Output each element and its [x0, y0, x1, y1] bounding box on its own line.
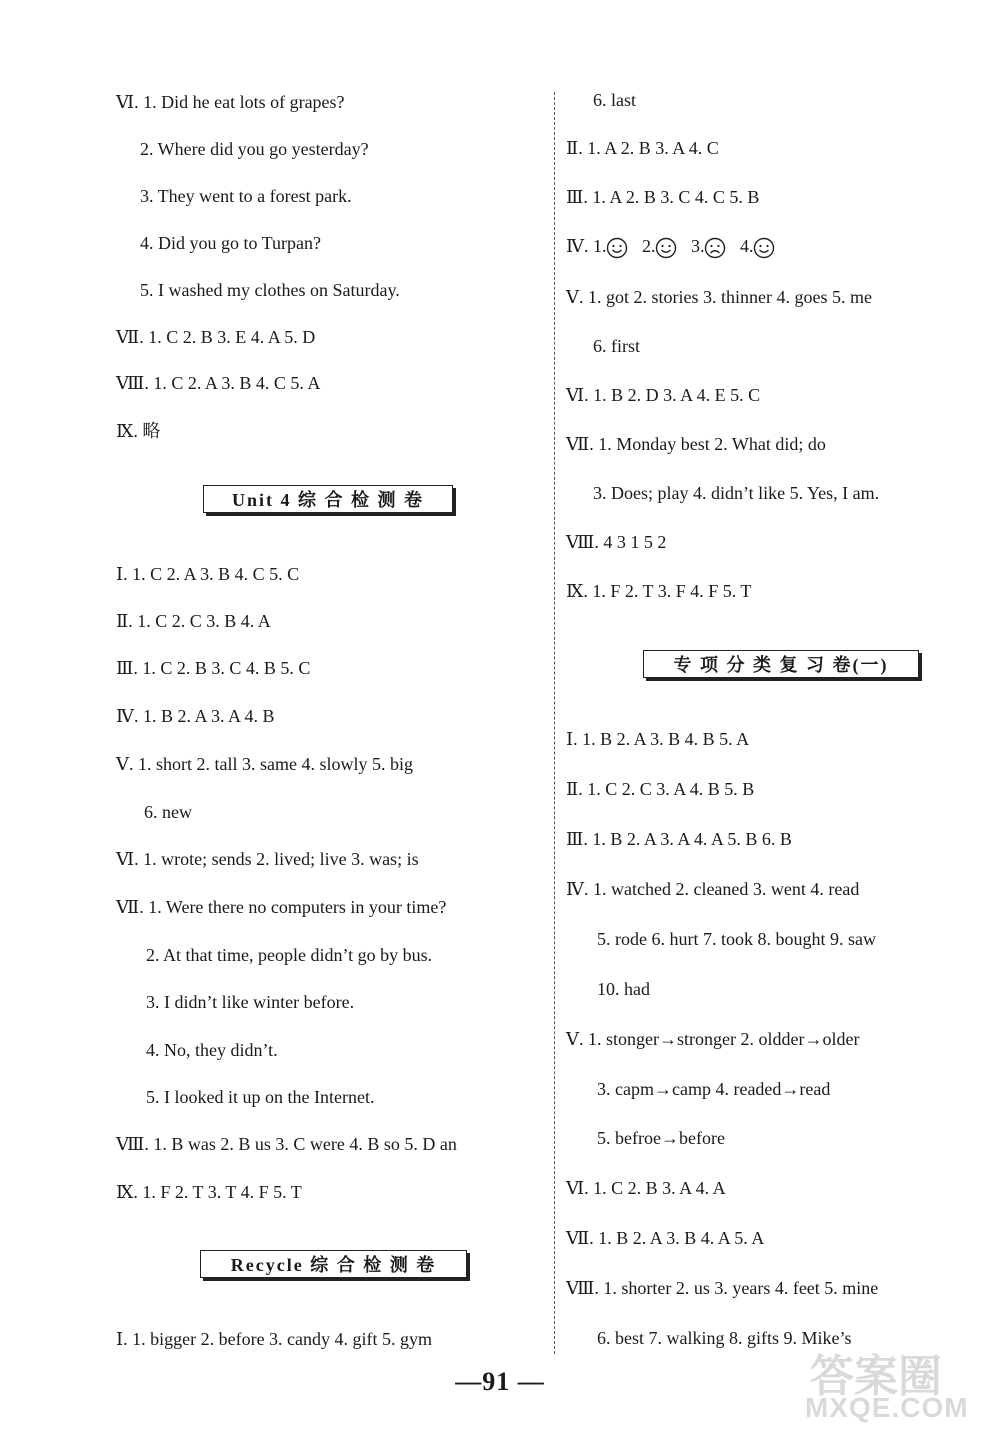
answer-line: Ⅸ. 略	[116, 421, 161, 441]
section-heading-unit4: Unit 4 综 合 检 测 卷	[203, 485, 453, 513]
smiley-face-icon	[606, 237, 628, 259]
answer-line: Ⅶ. 1. C 2. B 3. E 4. A 5. D	[116, 327, 316, 347]
answer-line: 2. Where did you go yesterday?	[140, 139, 369, 159]
answer-line: 5. rode 6. hurt 7. took 8. bought 9. saw	[597, 929, 876, 949]
answer-line: 2. At that time, people didn’t go by bus.	[146, 945, 433, 965]
answer-line: 10. had	[597, 979, 650, 999]
page-number: —91 —	[455, 1367, 545, 1396]
answer-line: Ⅸ. 1. F 2. T 3. T 4. F 5. T	[116, 1182, 302, 1202]
answer-line: Ⅳ. 1. B 2. A 3. A 4. B	[116, 706, 275, 726]
answer-line: Ⅰ. 1. bigger 2. before 3. candy 4. gift 5. gym	[116, 1329, 433, 1349]
answer-line: Ⅵ. 1. Did he eat lots of grapes?	[116, 92, 345, 112]
watermark-cjk: 答案圈	[810, 1351, 942, 1402]
answer-line: Ⅲ. 1. B 2. A 3. A 4. A 5. B 6. B	[566, 829, 792, 849]
answer-line: 5. I looked it up on the Internet.	[146, 1087, 375, 1107]
answer-line: Ⅴ. 1. short 2. tall 3. same 4. slowly 5. big	[116, 754, 413, 774]
answer-line: 6. first	[593, 336, 640, 356]
answer-line: Ⅱ. 1. C 2. C 3. A 4. B 5. B	[566, 779, 755, 799]
answer-line: Ⅵ. 1. wrote; sends 2. lived; live 3. was; is	[116, 849, 419, 869]
answer-line: Ⅲ. 1. A 2. B 3. C 4. C 5. B	[566, 187, 760, 207]
answer-line: Ⅲ. 1. C 2. B 3. C 4. B 5. C	[116, 658, 311, 678]
faces-item-1: 1.	[593, 236, 629, 256]
watermark-logo	[790, 1340, 990, 1435]
column-divider	[554, 92, 555, 1354]
faces-item-2: 2.	[642, 236, 678, 256]
answer-line: Ⅶ. 1. Monday best 2. What did; do	[566, 434, 826, 454]
answer-line: Ⅱ. 1. C 2. C 3. B 4. A	[116, 611, 271, 631]
answer-line: Ⅵ. 1. C 2. B 3. A 4. A	[566, 1178, 726, 1198]
answer-line: Ⅰ. 1. B 2. A 3. B 4. B 5. A	[566, 729, 750, 749]
answer-line: 3. Does; play 4. didn’t like 5. Yes, I am.	[593, 483, 880, 503]
answer-line: 6. last	[593, 90, 636, 110]
answer-line: 5. I washed my clothes on Saturday.	[140, 280, 400, 300]
answer-line: Ⅴ. 1. stonger→stronger 2. oldder→older	[566, 1029, 860, 1049]
answer-line: 3. capm→camp 4. readed→read	[597, 1079, 831, 1099]
answer-line: Ⅴ. 1. got 2. stories 3. thinner 4. goes 5. me	[566, 287, 872, 307]
answer-line: 6. best 7. walking 8. gifts 9. Mike’s	[597, 1328, 852, 1348]
answer-line: Ⅰ. 1. C 2. A 3. B 4. C 5. C	[116, 564, 300, 584]
answer-line: Ⅳ. 1. watched 2. cleaned 3. went 4. read	[566, 879, 860, 899]
faces-item-3: 3.	[691, 236, 727, 256]
answer-line: Ⅷ. 1. shorter 2. us 3. years 4. feet 5. mine	[566, 1278, 879, 1298]
answer-line: Ⅷ. 1. B was 2. B us 3. C were 4. B so 5. D an	[116, 1134, 457, 1154]
answer-line: 5. befroe→before	[597, 1128, 725, 1148]
smiley-face-icon	[655, 237, 677, 259]
watermark-text: MXQE.COM	[805, 1392, 969, 1423]
sad-face-icon	[704, 237, 726, 259]
answer-line: 4. No, they didn’t.	[146, 1040, 278, 1060]
faces-answer-line	[566, 234, 775, 259]
answer-line: Ⅷ. 1. C 2. A 3. B 4. C 5. A	[116, 373, 321, 393]
answer-line: Ⅵ. 1. B 2. D 3. A 4. E 5. C	[566, 385, 761, 405]
answer-line: Ⅶ. 1. B 2. A 3. B 4. A 5. A	[566, 1228, 765, 1248]
faces-item-4: 4.	[740, 236, 776, 256]
answer-line: Ⅱ. 1. A 2. B 3. A 4. C	[566, 138, 719, 158]
faces-prefix: Ⅳ.	[566, 236, 589, 256]
answer-line: 3. I didn’t like winter before.	[146, 992, 355, 1012]
answer-line: 4. Did you go to Turpan?	[140, 233, 322, 253]
answer-line: 6. new	[144, 802, 192, 822]
answer-line: Ⅷ. 4 3 1 5 2	[566, 532, 667, 552]
answer-line: Ⅶ. 1. Were there no computers in your time?	[116, 897, 447, 917]
answer-line: 3. They went to a forest park.	[140, 186, 352, 206]
smiley-face-icon	[753, 237, 775, 259]
section-heading-review: 专 项 分 类 复 习 卷(一)	[643, 650, 919, 678]
section-heading-recycle: Recycle 综 合 检 测 卷	[200, 1250, 467, 1278]
answer-line: Ⅸ. 1. F 2. T 3. F 4. F 5. T	[566, 581, 752, 601]
